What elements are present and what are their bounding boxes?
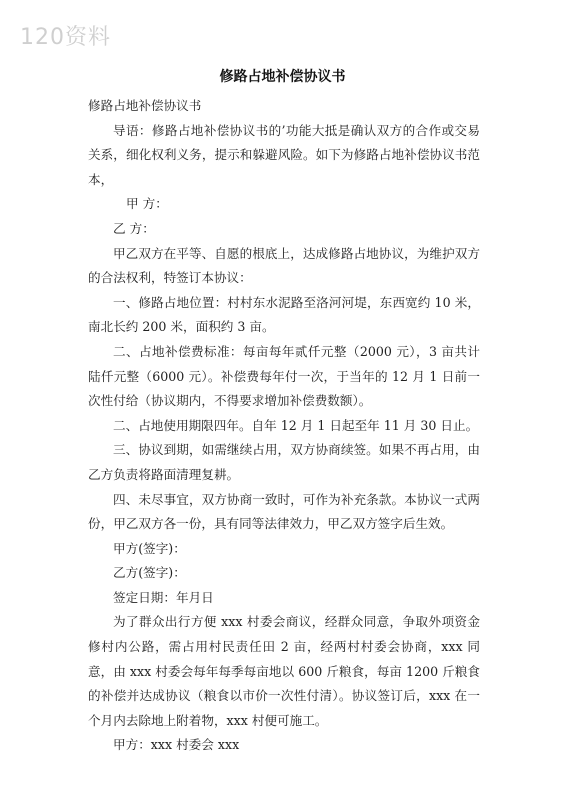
paragraph-clause-renewal: 三、协议到期，如需继续占用，双方协商续签。如果不再占用，由乙方负责将路面清理复耕。	[88, 442, 480, 482]
paragraph-clause-compensation: 二、占地补偿费标准：每亩每年贰仟元整（2000 元），3 亩共计陆仟元整（6000 元）。补偿费每年付一次，于当年的 12 月 1 日前一次性付给（协议期内，不得要求增加补偿费数额）。	[88, 343, 480, 409]
document-body	[88, 94, 480, 758]
paragraph-preamble: 甲乙双方在平等、自愿的根底上，达成修路占地协议，为维护双方的合法权利，特签订本协议：	[88, 245, 480, 286]
paragraph-signature-a: 甲方(签字)：	[113, 540, 186, 556]
paragraph-intro: 导语：修路占地补偿协议书的’功能大抵是确认双方的合作或交易关系，细化权利义务，提示和躲避风险。如下为修路占地补偿协议书范本，	[88, 122, 480, 187]
document-title: 修路占地补偿协议书	[219, 69, 346, 85]
paragraph-village-agreement: 为了群众出行方便 xxx 村委会商议，经群众同意，争取外项资金修村内公路，需占用村民责任田 2 亩，经两村村委会协商，xxx 同意，由 xxx 村委会每年每季每亩地以 600 斤粮食，每亩 1200 斤粮食的补偿并达成协议（粮食以市价一次性付清）。协议签订后，xxx 在一个月内去除地上附着物，xxx 村便可施工。	[88, 614, 480, 728]
paragraph-clause-misc: 四、未尽事宜，双方协商一致时，可作为补充条款。本协议一式两份，甲乙双方各一份，具有同等法律效力，甲乙双方签字后生效。	[88, 491, 480, 532]
paragraph-heading-repeat: 修路占地补偿协议书	[88, 98, 202, 113]
paragraph-sign-date: 签定日期：年月日	[113, 589, 214, 605]
watermark: 120资料	[20, 25, 111, 50]
paragraph-party-a: 甲 方：	[126, 196, 168, 212]
paragraph-final-party-a: 甲方：xxx 村委会 xxx	[113, 737, 240, 753]
paragraph-party-b: 乙 方：	[113, 220, 155, 236]
paragraph-clause-location: 一、修路占地位置：村村东水泥路至洛河河堤，东西宽约 10 米，南北长约 200 米，面积约 3 亩。	[88, 294, 480, 335]
paragraph-clause-term: 二、占地使用期限四年。自年 12 月 1 日起至年 11 月 30 日止。	[113, 417, 479, 433]
paragraph-signature-b: 乙方(签字)：	[113, 565, 186, 581]
